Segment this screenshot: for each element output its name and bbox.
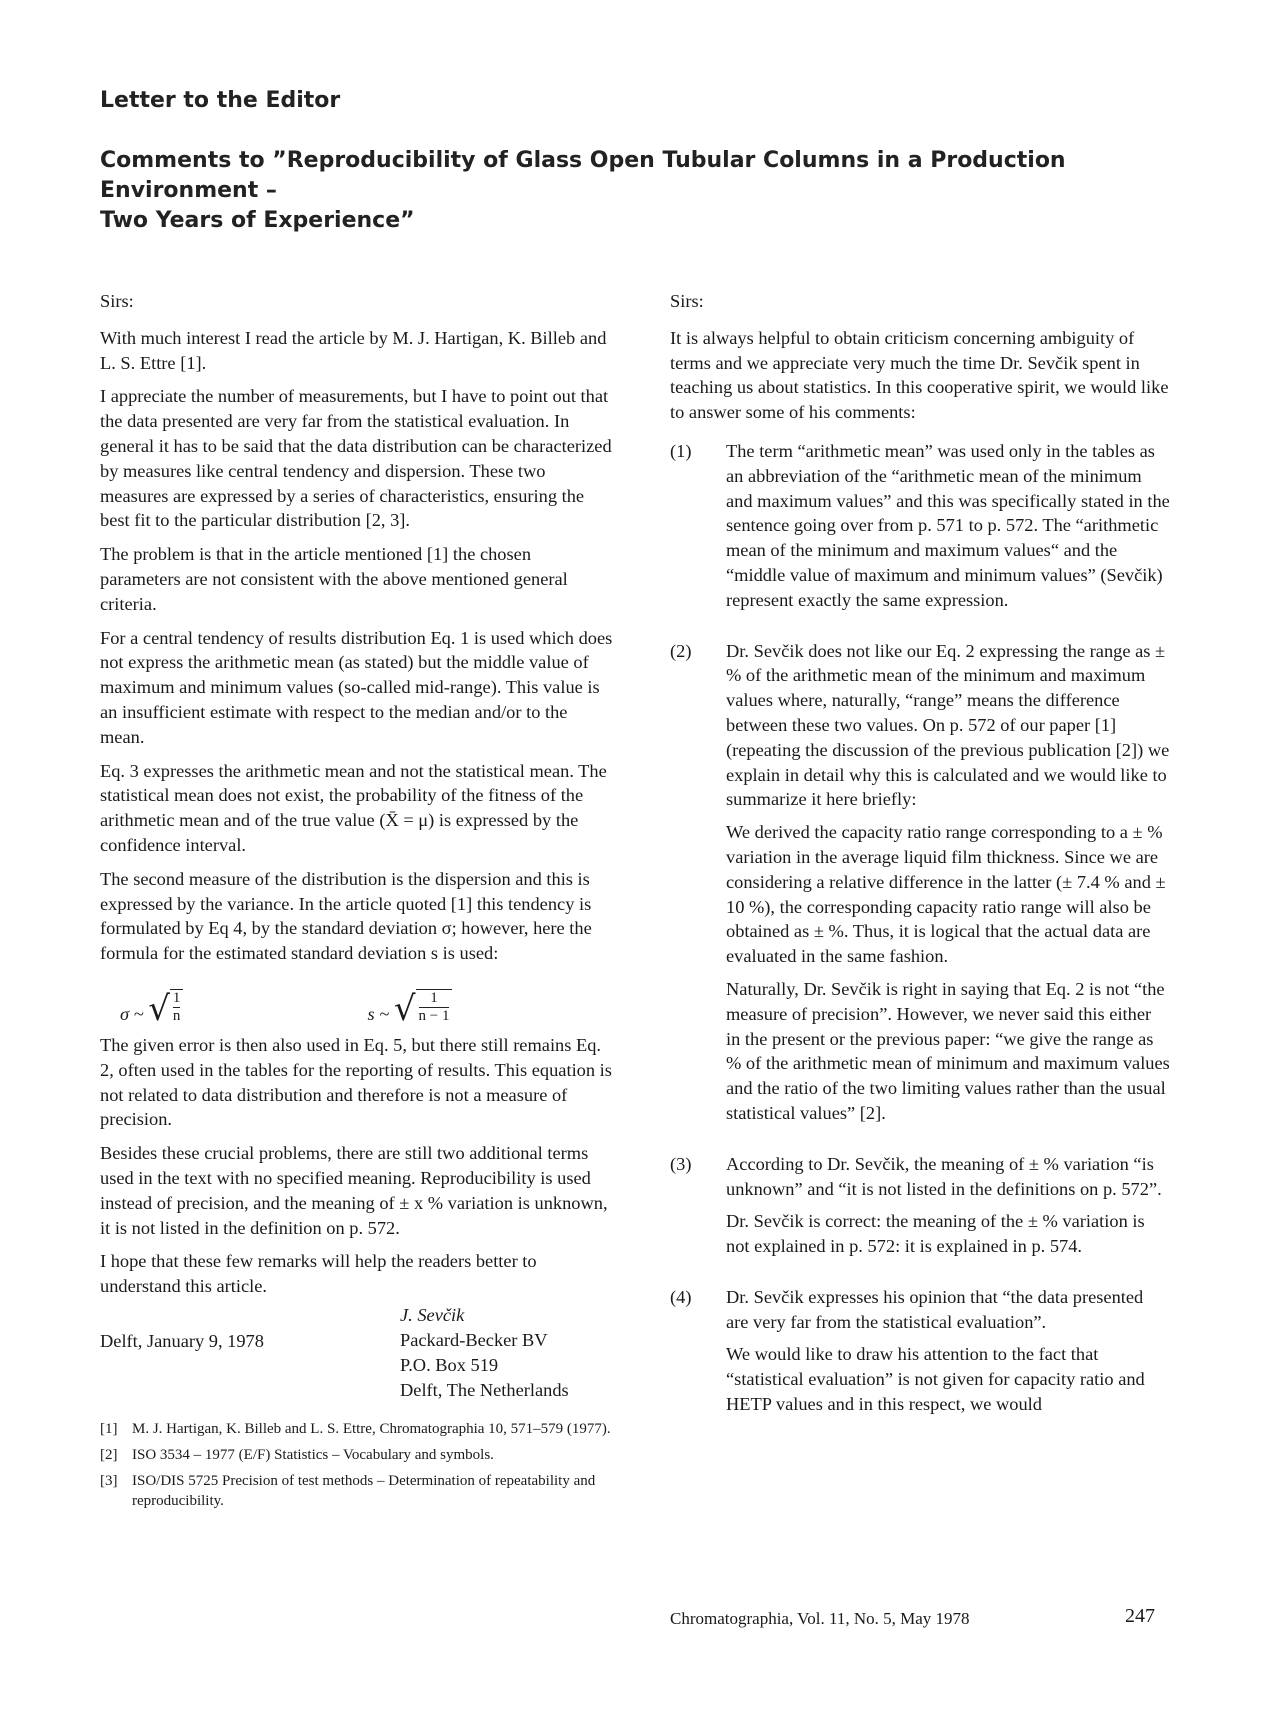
left-paragraph-6: The second measure of the distribution is the dispersion and this is expressed by the variance. In the article quoted [1] this tendency is formulated by Eq 4, by the standard deviation σ; however, here the formula for the estimated standard deviation s is used: (100, 868, 592, 964)
reply-item (670, 1285, 1170, 1425)
left-column-letter (100, 289, 615, 1517)
s-denominator: n − 1 (418, 1008, 450, 1025)
sigma-numerator: 1 (172, 990, 181, 1007)
left-paragraph-3: The problem is that in the article mentioned [1] the chosen parameters are not consistent with the above mentioned general criteria. (100, 544, 568, 614)
s-lhs: s ~ (367, 1004, 390, 1025)
references (100, 1419, 615, 1511)
author-box: P.O. Box 519 (400, 1354, 499, 1375)
reply-item-paragraph: The term “arithmetic mean” was used only in the tables as an abbreviation of the “arithmetic mean of the minimum and maximum values” and this was specifically stated in the sentence going over from p. 571 to p. 572. The “arithmetic mean of the minimum and maximum values“ and the “middle value of maximum and minimum values” (Sevčik) represent exactly the same expression. (726, 440, 1170, 610)
reply-item-number: (4) (670, 1286, 692, 1307)
standard-deviation-formulas (120, 975, 615, 1030)
reply-item-paragraph: Naturally, Dr. Sevčik is right in saying that Eq. 2 is not “the measure of precision”. However, we never said this either in the present or the previous paper: “we give the range as % of the arithmetic mean of minimum and maximum values and the ratio of the two limiting values rather than the usual statistical values” [2]. (726, 978, 1170, 1123)
left-salutation: Sirs: (100, 291, 134, 311)
reference-number: [2] (100, 1446, 118, 1463)
reply-item-number: (1) (670, 440, 692, 461)
signature-block (100, 1303, 615, 1403)
s-radical (393, 989, 453, 1030)
reply-item-number: (3) (670, 1153, 692, 1174)
sqrt-symbol: √ (393, 989, 416, 1030)
left-paragraph-5: Eq. 3 expresses the arithmetic mean and not the statistical mean. The statistical mean does not exist, the probability of the fitness of the arithmetic mean and of the true value (X̄ = μ) is expressed by the confidence interval. (100, 760, 607, 855)
left-paragraph-2: I appreciate the number of measurements, but I have to point out that the data presented are very far from the statistical evaluation. In general it has to be said that the data distribution can be characterized by measures like central tendency and dispersion. These two measures are expressed by a series of characteristics, ensuring the best fit to the particular distribution [2, 3]. (100, 386, 612, 531)
reference-text: ISO 3534 – 1977 (E/F) Statistics – Vocabulary and symbols. (132, 1446, 494, 1463)
section-heading: Letter to the Editor (100, 88, 341, 113)
reply-item-paragraph: We would like to draw his attention to the fact that “statistical evaluation” is not given for capacity ratio and HETP values and in this respect, we would (726, 1344, 1145, 1415)
author-org: Packard-Becker BV (400, 1329, 548, 1350)
journal-citation: Chromatographia, Vol. 11, No. 5, May 1978 (670, 1609, 970, 1628)
reply-item-paragraph: We derived the capacity ratio range corresponding to a ± % variation in the average liquid film thickness. Since we are considering a relative difference in the latter (± 7.4 % and ± 10 %), the corresponding capacity ratio range will also be obtained as ± %. Thus, it is logical that the actual data are evaluated in the same fashion. (726, 822, 1166, 967)
reply-item (670, 439, 1170, 621)
reply-item-number: (2) (670, 640, 692, 661)
right-column-reply (670, 289, 1170, 1443)
page-number: 247 (1125, 1605, 1155, 1627)
reply-intro: It is always helpful to obtain criticism concerning ambiguity of terms and we appreciate very much the time Dr. Sevčik spent in teaching us about statistics. In this cooperative spirit, we would like to answer some of his comments: (670, 327, 1169, 423)
right-salutation: Sirs: (670, 291, 704, 311)
left-paragraph-9: I hope that these few remarks will help the readers better to understand this article. (100, 1251, 537, 1297)
reply-item (670, 1152, 1170, 1267)
sigma-formula (120, 989, 368, 1030)
reply-item-paragraph: Dr. Sevčik expresses his opinion that “the data presented are very far from the statistical evaluation”. (726, 1286, 1144, 1332)
sigma-radical (148, 989, 183, 1030)
letter-date: Delft, January 9, 1978 (100, 1330, 264, 1351)
reference-text: M. J. Hartigan, K. Billeb and L. S. Ettre, Chromatographia 10, 571–579 (1977). (132, 1420, 611, 1437)
left-paragraph-8: Besides these crucial problems, there are still two additional terms used in the text with no specified meaning. Reproducibility is used instead of precision, and the meaning of ± x % variation is unknown, it is not listed in the definition on p. 572. (100, 1143, 608, 1238)
reference-item (100, 1445, 615, 1465)
reference-text: ISO/DIS 5725 Precision of test methods – Determination of repeatability and reproducibility. (132, 1472, 596, 1509)
reply-item-paragraph: Dr. Sevčik is correct: the meaning of the ± % variation is not explained in p. 572: it is explained in p. 574. (726, 1211, 1145, 1257)
reference-item (100, 1471, 615, 1511)
title-line-2: Two Years of Experience” (100, 208, 415, 233)
author-address (400, 1303, 615, 1403)
author-name: J. Sevčik (400, 1304, 465, 1325)
s-numerator: 1 (419, 990, 450, 1008)
title-line-1: Comments to ”Reproducibility of Glass Open Tubular Columns in a Production Environment – (100, 148, 1066, 203)
sigma-lhs: σ ~ (120, 1004, 144, 1025)
left-paragraph-7: The given error is then also used in Eq. 5, but there still remains Eq. 2, often used in the tables for the reporting of results. This equation is not related to data distribution and therefore is not a measure of precision. (100, 1034, 612, 1130)
reference-number: [3] (100, 1472, 118, 1489)
article-title (100, 146, 1100, 236)
reply-item (670, 639, 1170, 1134)
sigma-denominator: n (172, 1008, 181, 1025)
author-city: Delft, The Netherlands (400, 1379, 569, 1400)
sqrt-symbol: √ (148, 989, 170, 1030)
reference-number: [1] (100, 1420, 118, 1437)
left-paragraph-1: With much interest I read the article by M. J. Hartigan, K. Billeb and L. S. Ettre [1]. (100, 327, 607, 373)
reference-item (100, 1419, 615, 1439)
reply-item-paragraph: Dr. Sevčik does not like our Eq. 2 expressing the range as ± % of the arithmetic mean of the minimum and maximum values where, naturally, “range” means the difference between these two values. On p. 572 of our paper [1] (repeating the discussion of the previous publication [2]) we explain in detail why this is calculated and we would like to summarize it here briefly: (726, 640, 1170, 810)
reply-item-paragraph: According to Dr. Sevčik, the meaning of ± % variation “is unknown” and “it is not listed in the definitions on p. 572”. (726, 1153, 1162, 1199)
s-formula (367, 989, 616, 1030)
left-paragraph-4: For a central tendency of results distribution Eq. 1 is used which does not express the arithmetic mean (as stated) but the middle value of maximum and minimum values (so-called mid-range). This value is an insufficient estimate with respect to the median and/or to the mean. (100, 627, 613, 747)
